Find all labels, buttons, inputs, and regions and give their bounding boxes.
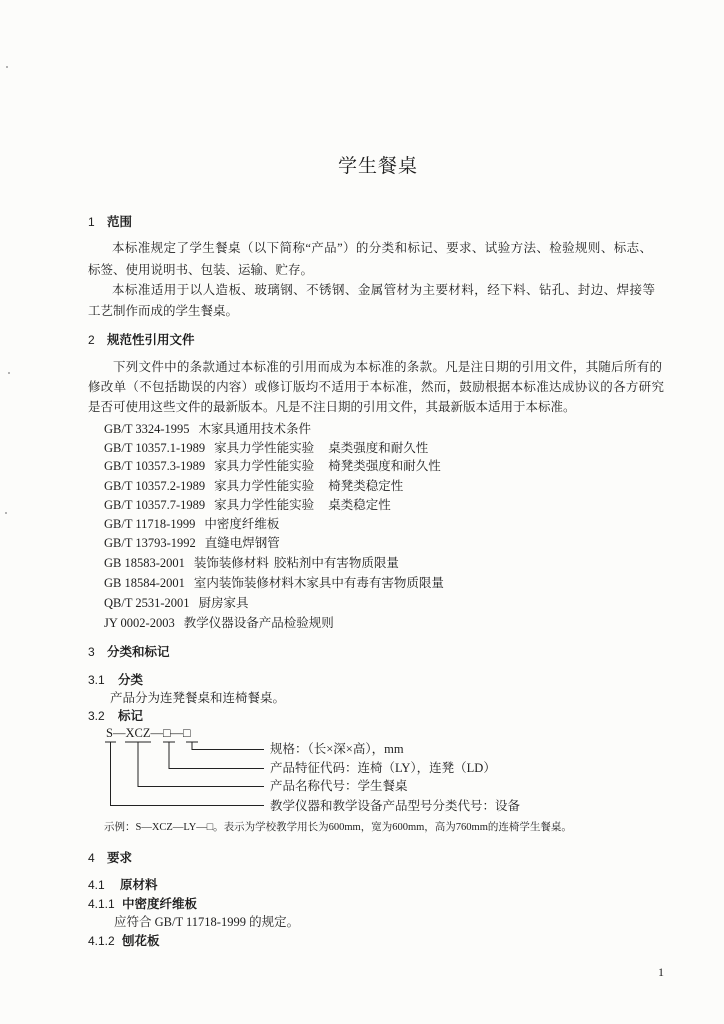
reference-title: 厨房家具 [198,596,249,610]
paragraph-line: 下列文件中的条款通过本标准的引用而成为本标准的条款。凡是注日期的引用文件，其随后所有的 [113,360,662,374]
reference-code: GB/T 10357.2-1989 [104,479,206,493]
subsection-heading-marking: 标记 [118,709,144,723]
subsection-number: 4.1.2 [88,934,115,948]
section-heading-classification: 分类和标记 [107,645,170,659]
reference-title: 家具力学性能实验 [214,459,315,473]
subsection-heading-mdf: 中密度纤维板 [122,897,198,911]
reference-title: 家具力学性能实验 [214,441,315,455]
reference-item [104,421,311,437]
marking-example: 示例：S—XCZ—LY—□。表示为学校教学用长为600mm，宽为600mm，高为760mm的连椅学生餐桌。 [104,822,572,833]
reference-subtitle: 椅凳类强度和耐久性 [328,459,441,473]
reference-title: 木家具通用技术条件 [198,422,312,436]
reference-item [104,440,428,456]
section-number: 4 [88,851,95,865]
scan-speck [5,512,7,514]
page-number: 1 [658,965,664,979]
reference-title: 家具力学性能实验 [214,498,315,512]
reference-item [104,615,334,631]
reference-item [104,555,399,571]
reference-code: GB/T 11718-1999 [104,517,196,531]
subsection-heading-raw-materials: 原材料 [120,878,158,892]
reference-subtitle: 桌类稳定性 [328,498,391,512]
reference-title: 家具力学性能实验 [214,479,315,493]
paragraph-line: 产品分为连凳餐桌和连椅餐桌。 [110,691,286,705]
subsection-heading-particleboard: 刨花板 [122,934,160,948]
reference-item [104,575,444,591]
section-heading-scope: 范围 [107,215,133,229]
subsection-number: 3.2 [88,709,105,723]
paragraph-line: 工艺制作而成的学生餐桌。 [88,304,239,318]
reference-code: QB/T 2531-2001 [104,596,190,610]
reference-subtitle: 胶粘剂中有害物质限量 [273,556,399,570]
section-number: 1 [88,215,95,229]
reference-subtitle: 桌类强度和耐久性 [328,441,429,455]
reference-code: GB 18583-2001 [104,556,185,570]
reference-item [104,458,441,474]
reference-title: 中密度纤维板 [204,517,280,531]
subsection-heading-classification: 分类 [118,673,144,687]
bracket-line-feature-code [163,742,264,769]
reference-item [104,516,279,532]
reference-code: GB/T 13793-1992 [104,536,196,550]
section-number: 2 [88,333,95,347]
reference-code: JY 0002-2003 [104,616,175,630]
section-number: 3 [88,645,95,659]
scan-speck [6,66,8,68]
reference-code: GB 18584-2001 [104,576,185,590]
reference-item [104,535,280,551]
section-heading-normative-references: 规范性引用文件 [107,333,195,347]
marking-label-feature-code: 产品特征代码：连椅（LY），连凳（LD） [270,761,496,775]
subsection-number: 3.1 [88,673,105,687]
marking-label-size: 规格：（长×深×高），mm [270,742,404,756]
reference-title: 直缝电焊钢管 [204,536,280,550]
reference-item [104,497,391,513]
paragraph-line: 本标准适用于以人造板、玻璃钢、不锈钢、金属管材为主要材料，经下料、钻孔、封边、焊接等 [112,283,655,297]
bracket-line-product-name-code [125,742,264,787]
marking-label-category: 教学仪器和教学设备产品型号分类代号：设备 [270,799,521,813]
paragraph-line: 标签、使用说明书、包装、运输、贮存。 [88,263,314,277]
reference-item [104,595,249,611]
marking-label-product-name: 产品名称代号：学生餐桌 [270,779,408,793]
bracket-line-category-code [105,742,264,806]
reference-title: 装饰装修材料 [193,556,269,570]
reference-code: GB/T 10357.1-1989 [104,441,206,455]
marking-code: S—XCZ—□—□ [106,726,191,740]
reference-code: GB/T 10357.7-1989 [104,498,206,512]
section-heading-requirements: 要求 [107,851,133,865]
bracket-line-size-code [186,742,264,750]
paragraph-line: 修改单（不包括勘误的内容）或修订版均不适用于本标准，然而，鼓励根据本标准达成协议的各方研究 [88,380,664,394]
reference-title: 教学仪器设备产品检验规则 [183,616,334,630]
reference-title: 室内装饰装修材料木家具中有毒有害物质限量 [193,576,444,590]
subsection-number: 4.1 [88,878,105,892]
paragraph-line: 是否可使用这些文件的最新版本。凡是不注日期的引用文件，其最新版本适用于本标准。 [88,400,576,414]
subsection-number: 4.1.1 [88,897,115,911]
scan-speck [8,372,10,374]
reference-code: GB/T 3324-1995 [104,422,190,436]
paragraph-line: 应符合 GB/T 11718-1999 的规定。 [114,915,300,929]
reference-subtitle: 椅凳类稳定性 [328,479,404,493]
reference-code: GB/T 10357.3-1989 [104,459,206,473]
paragraph-line: 本标准规定了学生餐桌（以下简称“产品”）的分类和标记、要求、试验方法、检验规则、标志、 [112,241,652,255]
reference-item [104,478,403,494]
document-title: 学生餐桌 [338,156,419,177]
